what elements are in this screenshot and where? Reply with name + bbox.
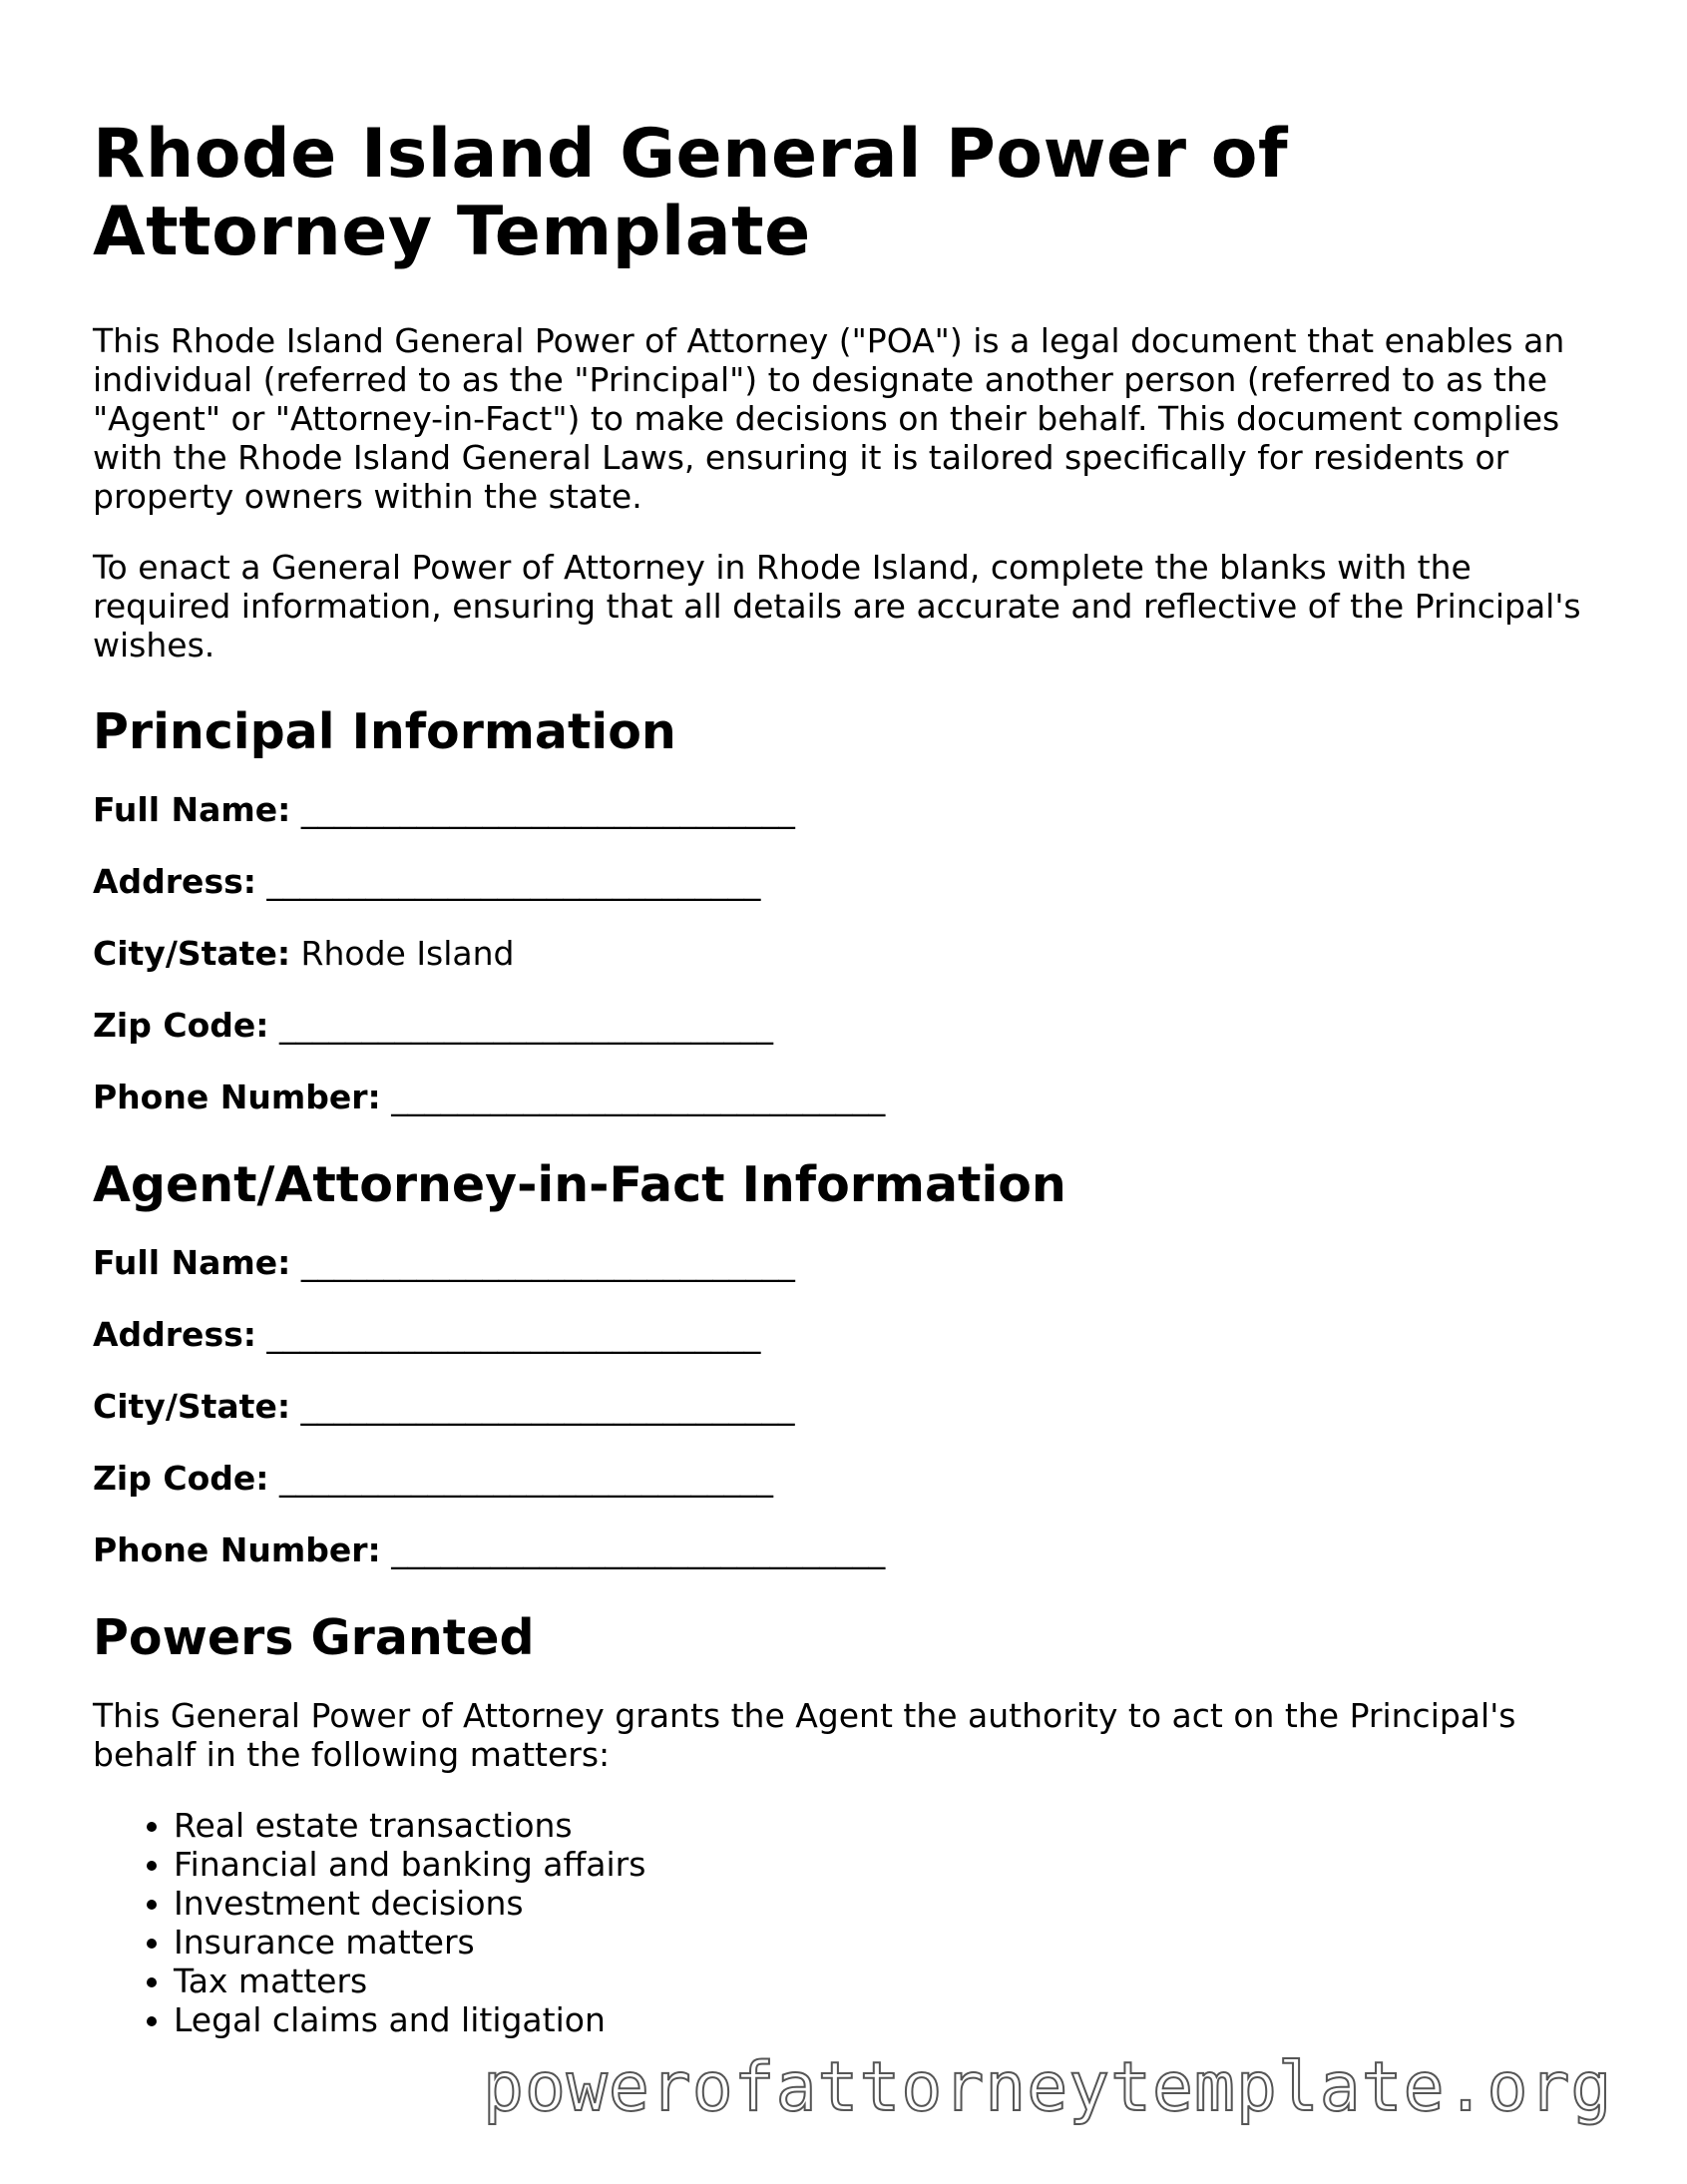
list-item: • Real estate transactions: [174, 1806, 1599, 1845]
field-value[interactable]: ______________________________: [391, 1530, 886, 1569]
field-value[interactable]: ______________________________: [300, 790, 795, 829]
agent-full-name-field: [93, 1243, 1599, 1283]
field-label: Phone Number:: [93, 1530, 381, 1569]
principal-full-name-field: [93, 790, 1599, 830]
list-item: • Investment decisions: [174, 1884, 1599, 1923]
field-value[interactable]: ______________________________: [300, 1387, 795, 1426]
list-item: • Tax matters: [174, 1962, 1599, 2000]
field-value[interactable]: ______________________________: [278, 1459, 773, 1498]
list-item: • Insurance matters: [174, 1923, 1599, 1962]
principal-zip-code-field: [93, 1006, 1599, 1046]
field-value[interactable]: ______________________________: [391, 1078, 886, 1116]
powers-heading: Powers Granted: [93, 1609, 535, 1666]
field-label: Phone Number:: [93, 1078, 381, 1116]
agent-address-field: [93, 1315, 1599, 1355]
intro-paragraph-2: To enact a General Power of Attorney in Rhode Island, complete the blanks with the required information, ensuring that all details are accurate and reflective of the Principal's wishes.: [93, 548, 1581, 664]
field-label: Full Name:: [93, 790, 291, 829]
field-label: Address:: [93, 1315, 256, 1354]
field-value[interactable]: ______________________________: [300, 1243, 795, 1282]
field-label: Address:: [93, 862, 256, 901]
principal-address-field: [93, 862, 1599, 902]
field-value[interactable]: ______________________________: [266, 1315, 761, 1354]
field-value[interactable]: ______________________________: [266, 862, 761, 901]
principal-city-state-field: [93, 934, 1599, 974]
principal-phone-field: [93, 1078, 1599, 1117]
field-value: Rhode Island: [300, 934, 515, 973]
list-item: • Financial and banking affairs: [174, 1845, 1599, 1884]
document-page: [93, 116, 1599, 2039]
powers-list: [93, 1806, 1599, 2039]
field-label: Zip Code:: [93, 1006, 269, 1045]
intro-paragraph-1: This Rhode Island General Power of Attorney ("POA") is a legal document that enables an individual (referred to as the "Principal") to designate another person (referred to as the "Agent" or "Attorney-in-Fact") to make decisions on their behalf. This document complies with the Rhode Island General Laws, ensuring it is tailored specifically for residents or property owners within the state.: [93, 321, 1565, 516]
field-value[interactable]: ______________________________: [278, 1006, 773, 1045]
page-title: Rhode Island General Power of Attorney Template: [93, 115, 1289, 271]
agent-phone-field: [93, 1530, 1599, 1570]
watermark: powerofattorneytemplate.org: [483, 2048, 1613, 2127]
agent-city-state-field: [93, 1387, 1599, 1427]
field-label: Full Name:: [93, 1243, 291, 1282]
field-label: City/State:: [93, 1387, 291, 1426]
principal-heading: Principal Information: [93, 703, 676, 760]
agent-zip-code-field: [93, 1459, 1599, 1499]
field-label: City/State:: [93, 934, 291, 973]
field-label: Zip Code:: [93, 1459, 269, 1498]
powers-intro: This General Power of Attorney grants the Agent the authority to act on the Principal's behalf in the following matters:: [93, 1696, 1516, 1774]
list-item: • Legal claims and litigation: [174, 2000, 1599, 2039]
agent-heading: Agent/Attorney-in-Fact Information: [93, 1156, 1066, 1213]
